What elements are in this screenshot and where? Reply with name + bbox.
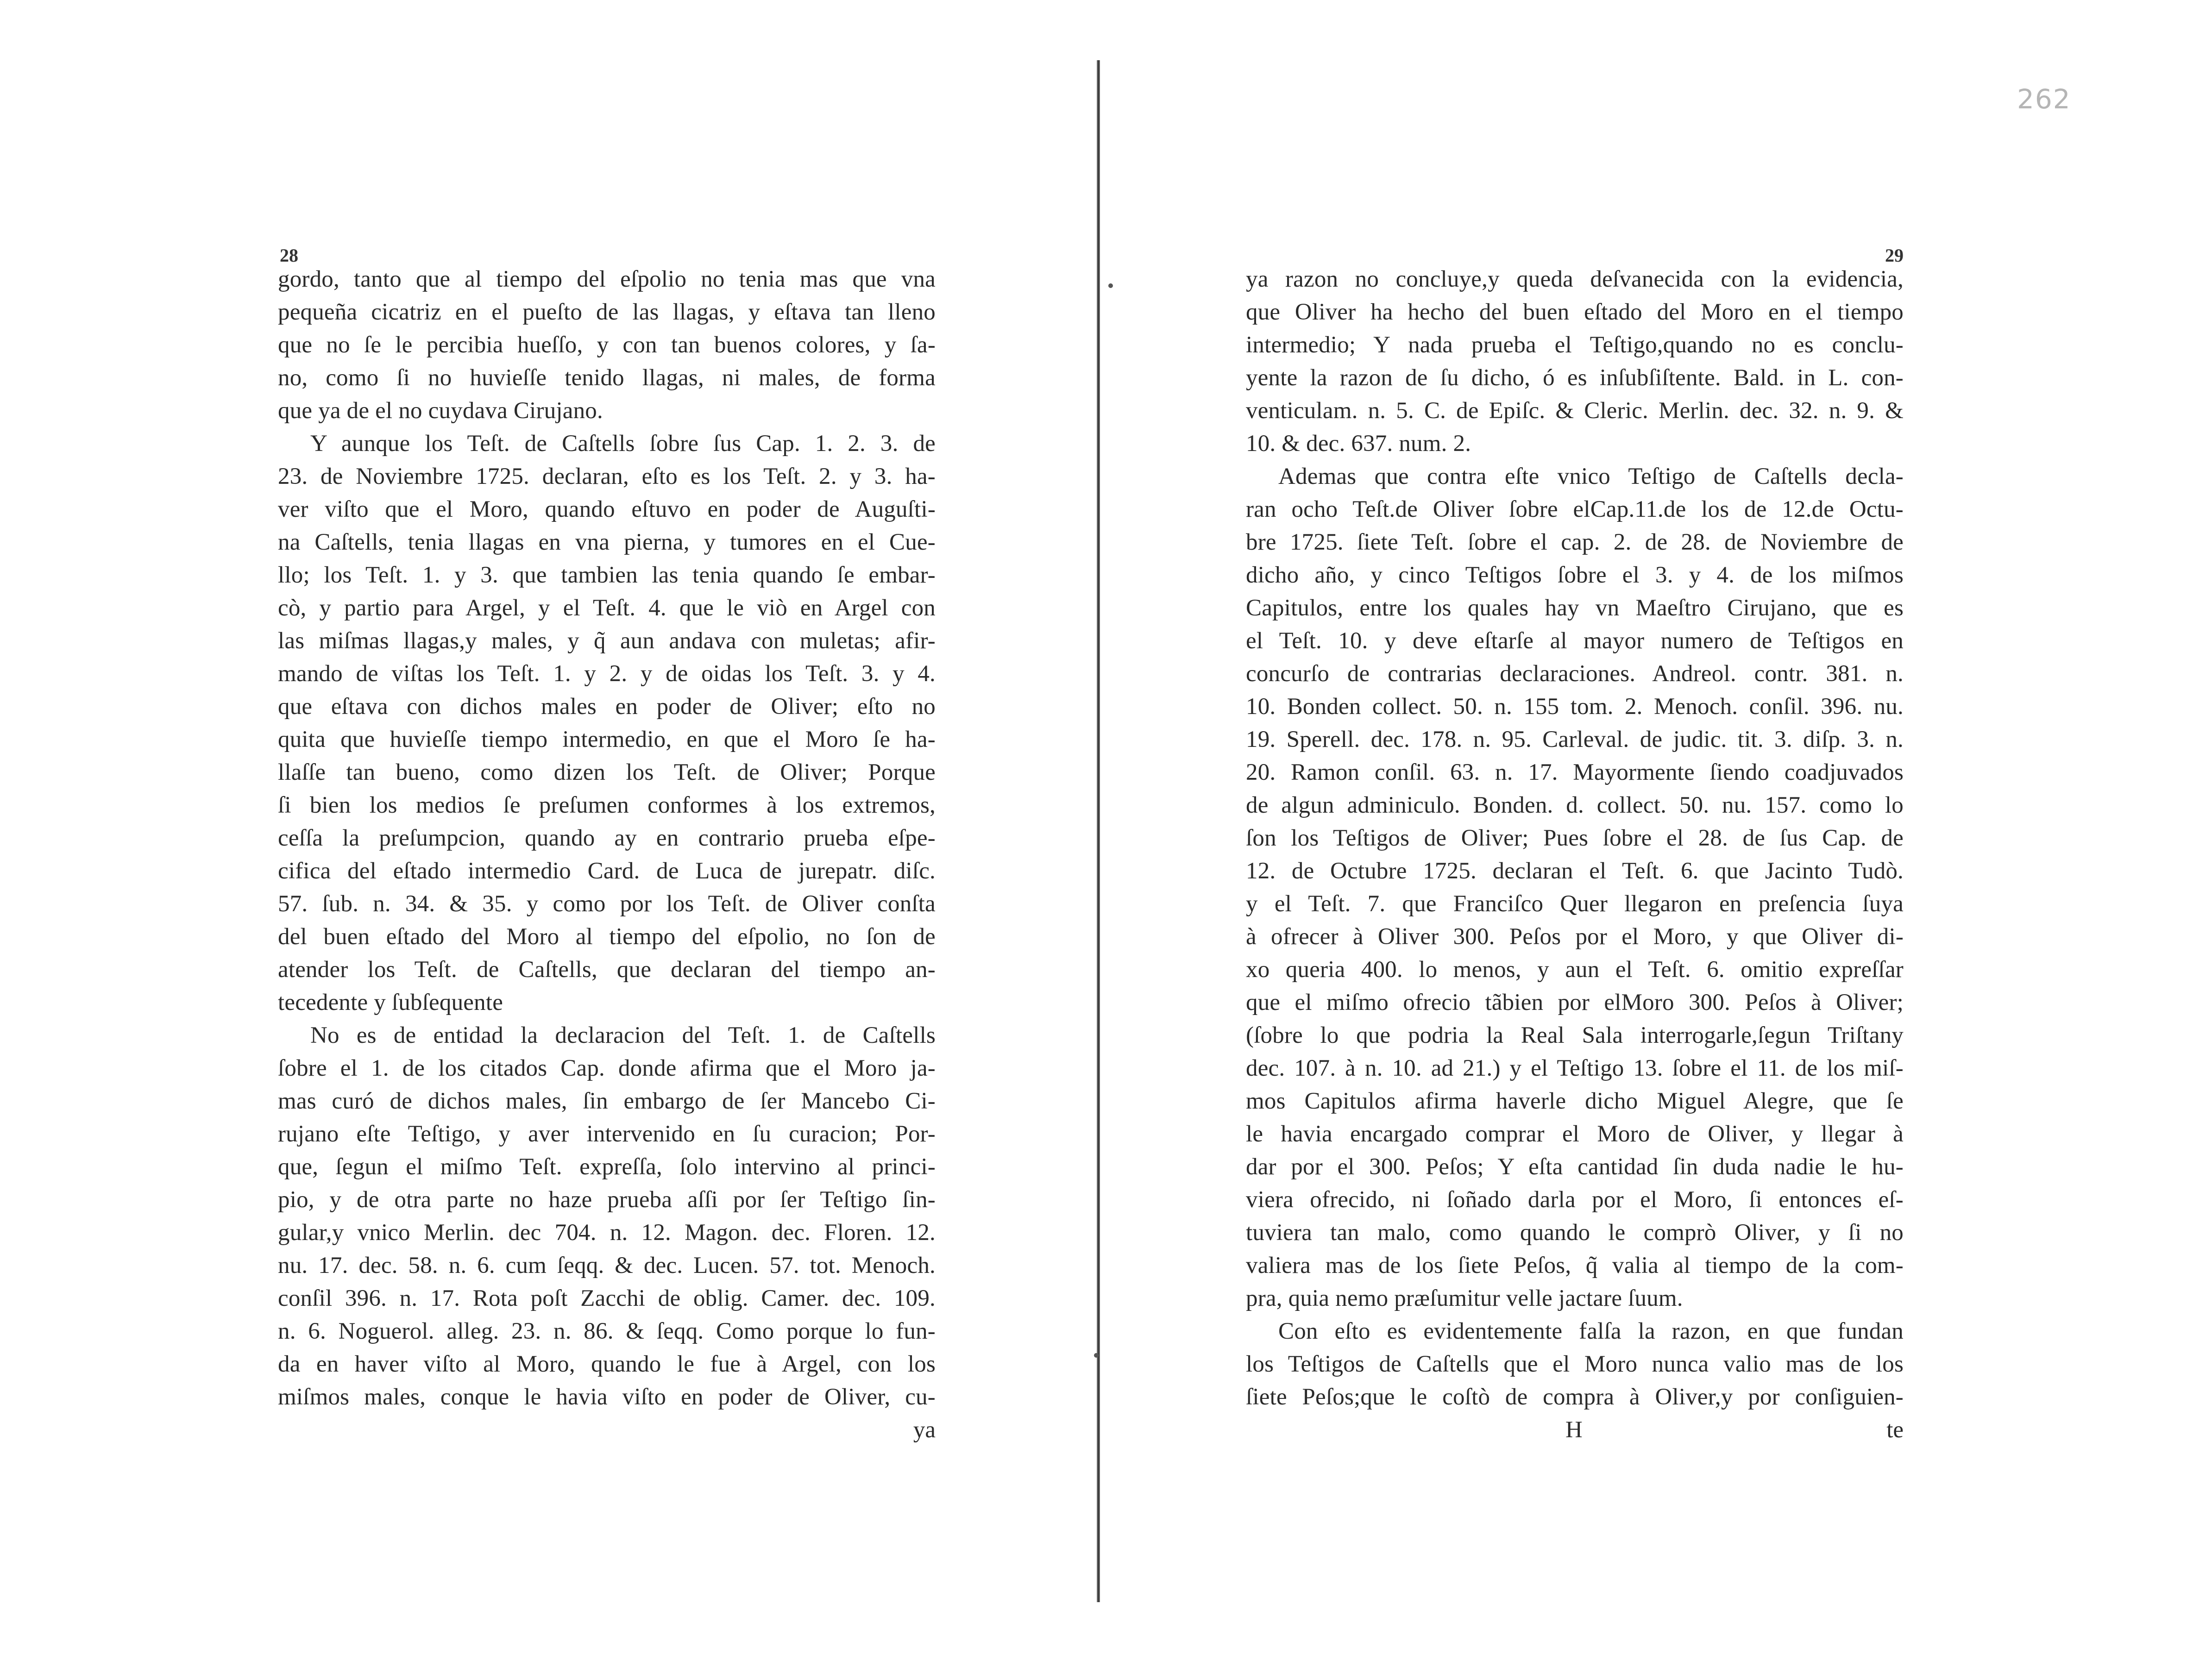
- text-line: concurſo de contrarias declaraciones. Andreol. contr. 381. n.: [1246, 661, 1904, 687]
- text-line: ſiete Peſos;que le coſtò de compra à Oliver,y por conſiguien-: [1246, 1384, 1904, 1410]
- text-line: gular,y vnico Merlin. dec 704. n. 12. Magon. dec. Floren. 12.: [278, 1220, 936, 1246]
- text-line: miſmos males, conque le havia viſto en poder de Oliver, cu-: [278, 1384, 936, 1410]
- book-gutter: [1097, 60, 1100, 1602]
- text-line: venticulam. n. 5. C. de Epiſc. & Cleric. Merlin. dec. 32. n. 9. &: [1246, 398, 1904, 424]
- page-footer: [1246, 1414, 1904, 1446]
- text-line: pequeña cicatriz en el pueſto de las llagas, y eſtava tan lleno: [278, 299, 936, 325]
- text-line: de algun adminiculo. Bonden. d. collect. 50. nu. 157. como lo: [1246, 792, 1904, 818]
- text-block: [278, 263, 936, 1414]
- text-line: da en haver viſto al Moro, quando le fue à Argel, con los: [278, 1351, 936, 1377]
- signature-mark: H: [1565, 1417, 1583, 1443]
- text-line: llaſſe tan bueno, como dizen los Teſt. de Oliver; Porque: [278, 759, 936, 785]
- text-line: Capitulos, entre los quales hay vn Maeſtro Cirujano, que es: [1246, 595, 1904, 621]
- text-line: quita que huvieſſe tiempo intermedio, en que el Moro ſe ha-: [278, 727, 936, 752]
- text-line: 23. de Noviembre 1725. declaran, eſto es los Teſt. 2. y 3. ha-: [278, 464, 936, 489]
- text-line: del buen eſtado del Moro al tiempo del eſpolio, no ſon de: [278, 924, 936, 950]
- gutter-mark: [1094, 1353, 1099, 1358]
- text-line: Y aunque los Teſt. de Caſtells ſobre ſus Cap. 1. 2. 3. de: [310, 431, 936, 457]
- text-line: cò, y partio para Argel, y el Teſt. 4. que le viò en Argel con: [278, 595, 936, 621]
- text-line: ran ocho Teſt.de Oliver ſobre elCap.11.de los de 12.de Octu-: [1246, 496, 1904, 522]
- text-line: cifica del eſtado intermedio Card. de Luca de jurepatr. diſc.: [278, 858, 936, 884]
- text-line: 57. ſub. n. 34. & 35. y como por los Teſt. de Oliver conſta: [278, 891, 936, 917]
- text-line: No es de entidad la declaracion del Teſt. 1. de Caſtells: [310, 1022, 936, 1048]
- text-line: ſi bien los medios ſe preſumen conformes à los extremos,: [278, 792, 936, 818]
- text-line: el Teſt. 10. y deve eſtarſe al mayor numero de Teſtigos en: [1246, 628, 1904, 654]
- text-line: que el miſmo ofrecio tãbien por elMoro 300. Peſos à Oliver;: [1246, 990, 1904, 1015]
- text-line: atender los Teſt. de Caſtells, que declaran del tiempo an-: [278, 957, 936, 983]
- text-line: dar por el 300. Peſos; Y eſta cantidad ſin duda nadie le hu-: [1246, 1154, 1904, 1180]
- text-line: 19. Sperell. dec. 178. n. 95. Carleval. de judic. tit. 3. diſp. 3. n.: [1246, 727, 1904, 752]
- text-line: n. 6. Noguerol. alleg. 23. n. 86. & ſeqq. Como porque lo fun-: [278, 1318, 936, 1344]
- text-line: ſobre el 1. de los citados Cap. donde afirma que el Moro ja-: [278, 1055, 936, 1081]
- text-line: viera ofrecido, ni ſoñado darla por el Moro, ſi entonces eſ-: [1246, 1187, 1904, 1213]
- page-number: 29: [1885, 245, 1904, 266]
- text-line: tuviera tan malo, como quando le comprò Oliver, y ſi no: [1246, 1220, 1904, 1246]
- text-line: dicho año, y cinco Teſtigos ſobre el 3. y 4. de los miſmos: [1246, 562, 1904, 588]
- text-line: valiera mas de los ſiete Peſos, q̃ valia al tiempo de la com-: [1246, 1253, 1904, 1278]
- text-line: mas curó de dichos males, ſin embargo de ſer Mancebo Ci-: [278, 1088, 936, 1114]
- text-line: yente la razon de ſu dicho, ó es inſubſiſtente. Bald. in L. con-: [1246, 365, 1904, 391]
- text-line: las miſmas llagas,y males, y q̃ aun andava con muletas; afir-: [278, 628, 936, 654]
- text-line: à ofrecer à Oliver 300. Peſos por el Moro, y que Oliver di-: [1246, 924, 1904, 950]
- text-line: gordo, tanto que al tiempo del eſpolio no tenia mas que vna: [278, 266, 936, 292]
- text-line: conſil 396. n. 17. Rota poſt Zacchi de oblig. Camer. dec. 109.: [278, 1285, 936, 1311]
- text-line: pio, y de otra parte no haze prueba aſſi por ſer Teſtigo ſin-: [278, 1187, 936, 1213]
- text-line: que eſtava con dichos males en poder de Oliver; eſto no: [278, 694, 936, 720]
- text-line: que ya de el no cuydava Cirujano.: [278, 398, 603, 424]
- text-line: los Teſtigos de Caſtells que el Moro nunca valio mas de los: [1246, 1351, 1904, 1377]
- text-line: no, como ſi no huvieſſe tenido llagas, ni males, de forma: [278, 365, 936, 391]
- text-line: 10. & dec. 637. num. 2.: [1246, 431, 1471, 457]
- text-line: ver viſto que el Moro, quando eſtuvo en poder de Auguſti-: [278, 496, 936, 522]
- text-line: Ademas que contra eſte vnico Teſtigo de Caſtells decla-: [1278, 464, 1904, 489]
- text-line: dec. 107. à n. 10. ad 21.) y el Teſtigo 13. ſobre el 11. de los miſ-: [1246, 1055, 1904, 1081]
- text-line: Con eſto es evidentemente falſa la razon, en que fundan: [1278, 1318, 1904, 1344]
- text-block: [1246, 263, 1904, 1414]
- text-line: na Caſtells, tenia llagas en vna pierna, y tumores en el Cue-: [278, 529, 936, 555]
- text-line: (ſobre lo que podria la Real Sala interrogarle,ſegun Triſtany: [1246, 1022, 1904, 1048]
- text-line: pra, quia nemo præſumitur velle jactare ſuum.: [1246, 1285, 1683, 1311]
- text-line: rujano eſte Teſtigo, y aver intervenido en ſu curacion; Por-: [278, 1121, 936, 1147]
- text-line: 20. Ramon conſil. 63. n. 17. Mayormente ſiendo coadjuvados: [1246, 759, 1904, 785]
- text-line: nu. 17. dec. 58. n. 6. cum ſeqq. & dec. Lucen. 57. tot. Menoch.: [278, 1253, 936, 1278]
- text-line: bre 1725. ſiete Teſt. ſobre el cap. 2. de 28. de Noviembre de: [1246, 529, 1904, 555]
- text-line: que no ſe le percibia hueſſo, y con tan buenos colores, y ſa-: [278, 332, 936, 358]
- right-page: [1246, 245, 1904, 1446]
- text-line: ya razon no concluye,y queda deſvanecida con la evidencia,: [1246, 266, 1904, 292]
- catchword: ya: [913, 1417, 936, 1443]
- handwritten-margin-note: 262: [2017, 83, 2071, 115]
- catchword: te: [1886, 1417, 1904, 1443]
- text-line: ſon los Teſtigos de Oliver; Pues ſobre el 28. de ſus Cap. de: [1246, 825, 1904, 851]
- text-line: mos Capitulos afirma haverle dicho Miguel Alegre, que ſe: [1246, 1088, 1904, 1114]
- text-line: le havia encargado comprar el Moro de Oliver, y llegar à: [1246, 1121, 1904, 1147]
- page-number: 28: [280, 245, 298, 266]
- text-line: 12. de Octubre 1725. declaran el Teſt. 6. que Jacinto Tudò.: [1246, 858, 1904, 884]
- text-line: que Oliver ha hecho del buen eſtado del Moro en el tiempo: [1246, 299, 1904, 325]
- text-line: tecedente y ſubſequente: [278, 990, 503, 1015]
- text-line: 10. Bonden collect. 50. n. 155 tom. 2. Menoch. conſil. 396. nu.: [1246, 694, 1904, 720]
- text-line: mando de viſtas los Teſt. 1. y 2. y de oidas los Teſt. 3. y 4.: [278, 661, 936, 687]
- text-line: llo; los Teſt. 1. y 3. que tambien las tenia quando ſe embar-: [278, 562, 936, 588]
- page-footer: [278, 1414, 936, 1446]
- left-page: [278, 245, 936, 1446]
- text-line: intermedio; Y nada prueba el Teſtigo,quando no es conclu-: [1246, 332, 1904, 358]
- text-line: ceſſa la preſumpcion, quando ay en contrario prueba eſpe-: [278, 825, 936, 851]
- text-line: que, ſegun el miſmo Teſt. expreſſa, ſolo intervino al princi-: [278, 1154, 936, 1180]
- text-line: xo queria 400. lo menos, y aun el Teſt. 6. omitio expreſſar: [1246, 957, 1904, 983]
- gutter-mark: [1108, 283, 1113, 288]
- text-line: y el Teſt. 7. que Franciſco Quer llegaron en preſencia ſuya: [1246, 891, 1904, 917]
